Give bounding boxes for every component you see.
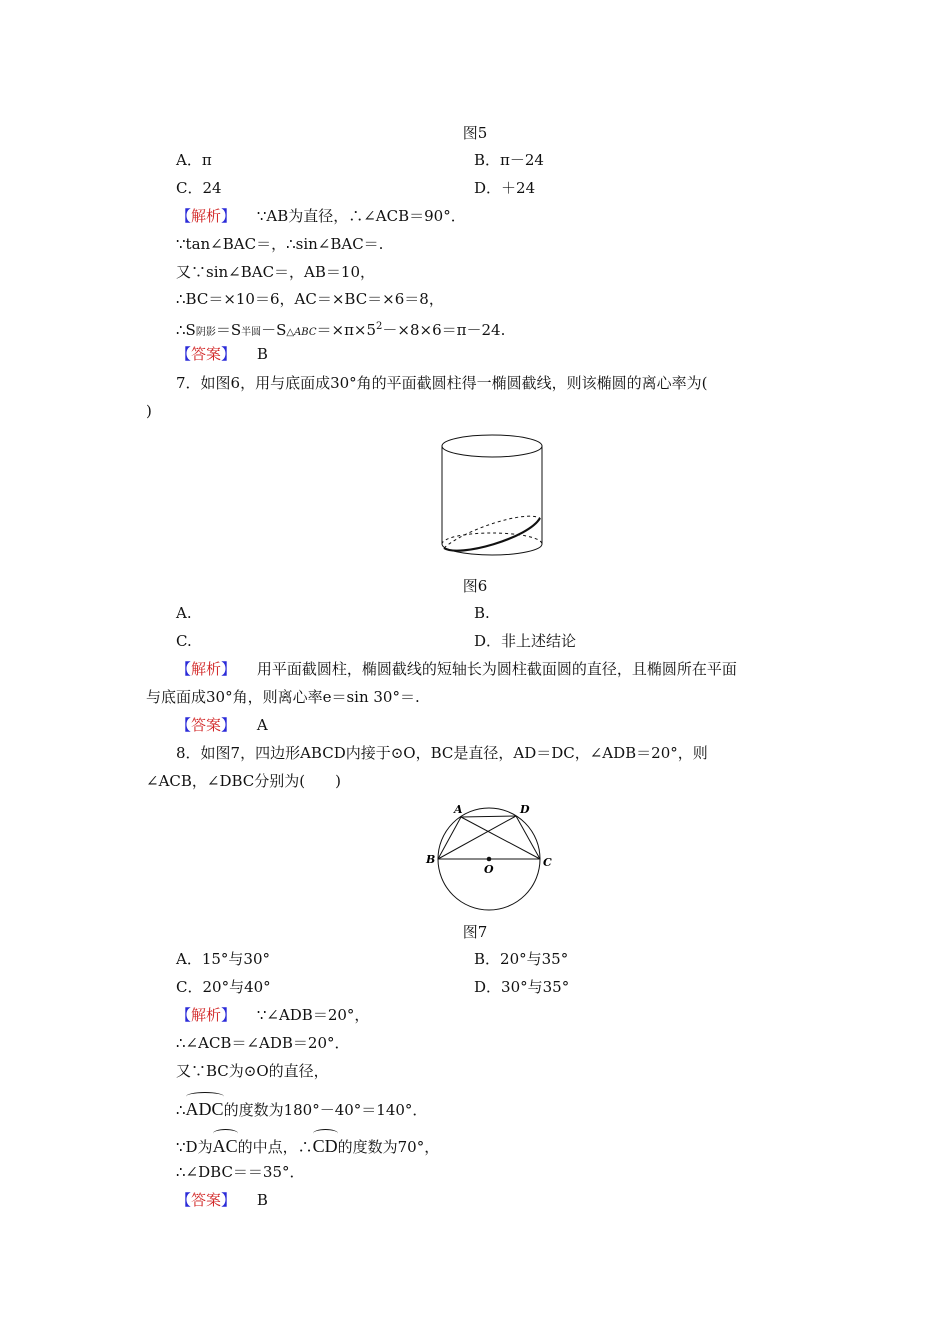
q8-option-b: B．20°与35° [474, 950, 569, 968]
q6-analysis-line-3: 又∵sin∠BAC＝，AB＝10， [176, 263, 375, 281]
figure-7-circle [420, 800, 560, 912]
q8-analysis-line-6: ∴∠DBC＝＝35°． [176, 1163, 305, 1181]
q7-stem-line-2: ) [146, 402, 152, 420]
q6-option-a: A．π [176, 151, 212, 169]
label-o: O [484, 863, 494, 876]
label-b: B [426, 853, 436, 866]
figure-5-caption: 图5 [462, 124, 488, 142]
q8-option-c: C．20°与40° [176, 978, 271, 996]
label-c: C [543, 856, 552, 869]
q6-analysis-line-4: ∴BC＝×10＝6，AC＝×BC＝×6＝8， [176, 290, 444, 308]
q8-analysis-line-4: ∴ADC的度数为180°－40°＝140°． [176, 1092, 427, 1123]
figure-6-cylinder [434, 432, 550, 564]
q6-option-b: B．π－24 [474, 151, 544, 169]
q7-option-a: A. [176, 604, 192, 622]
arc-ac: AC [213, 1129, 238, 1159]
q6-answer-line: 【答案】 B [176, 345, 268, 363]
q8-analysis-tag: 【解析】 [176, 1006, 237, 1024]
q6-answer-tag: 【答案】 [176, 345, 237, 363]
q8-stem-line-1: 8．如图7，四边形ABCD内接于⊙O，BC是直径，AD＝DC，∠ADB＝20°，则 [176, 744, 708, 762]
q7-option-c: C. [176, 632, 192, 650]
arc-cd: CD [313, 1129, 338, 1159]
q8-analysis-line-2: ∴∠ACB＝∠ADB＝20°． [176, 1034, 350, 1052]
q6-analysis-line-5: ∴S阴影＝S半圆$-S\triangle ABC=\times\pi\times 5^2-\times 8\times 6=\pi-24$. [176, 321, 506, 339]
q8-analysis-line-5: ∵D为AC的中点，∴CD的度数为70°， [176, 1129, 439, 1160]
q6-analysis-line-2: ∵tan∠BAC＝，∴sin∠BAC＝. [176, 235, 384, 253]
q8-option-d: D．30°与35° [474, 978, 570, 996]
q7-analysis-line-1: 【解析】 用平面截圆柱，椭圆截线的短轴长为圆柱截面圆的直径，且椭圆所在平面 [176, 660, 737, 678]
q6-option-d: D．＋24 [474, 179, 536, 197]
q7-answer-line: 【答案】 A [176, 716, 268, 734]
q7-answer-tag: 【答案】 [176, 716, 237, 734]
q7-analysis-line-2: 与底面成30°角，则离心率e＝sin 30°＝. [146, 688, 420, 706]
q6-analysis-line-1: 【解析】 ∵AB为直径，∴∠ACB＝90°． [176, 207, 466, 225]
label-a: A [454, 803, 463, 816]
q8-analysis-line-3: 又∵BC为⊙O的直径， [176, 1062, 329, 1080]
q7-stem-line-1: 7．如图6，用与底面成30°角的平面截圆柱得一椭圆截线，则该椭圆的离心率为( [176, 374, 708, 392]
q7-option-d: D．非上述结论 [474, 632, 577, 650]
q8-answer-line: 【答案】 B [176, 1191, 268, 1209]
label-d: D [520, 803, 530, 816]
q7-analysis-tag: 【解析】 [176, 660, 237, 678]
q8-analysis-line-1: 【解析】 ∵∠ADB＝20°， [176, 1006, 370, 1024]
q8-answer-tag: 【答案】 [176, 1191, 237, 1209]
arc-adc: ADC [186, 1092, 224, 1122]
q8-option-a: A．15°与30° [176, 950, 271, 968]
q7-option-b: B. [474, 604, 490, 622]
figure-7-caption: 图7 [462, 923, 488, 941]
q6-analysis-tag: 【解析】 [176, 207, 237, 225]
figure-6-caption: 图6 [462, 577, 488, 595]
q6-option-c: C．24 [176, 179, 222, 197]
q8-stem-line-2: ∠ACB，∠DBC分别为( ) [146, 772, 341, 790]
